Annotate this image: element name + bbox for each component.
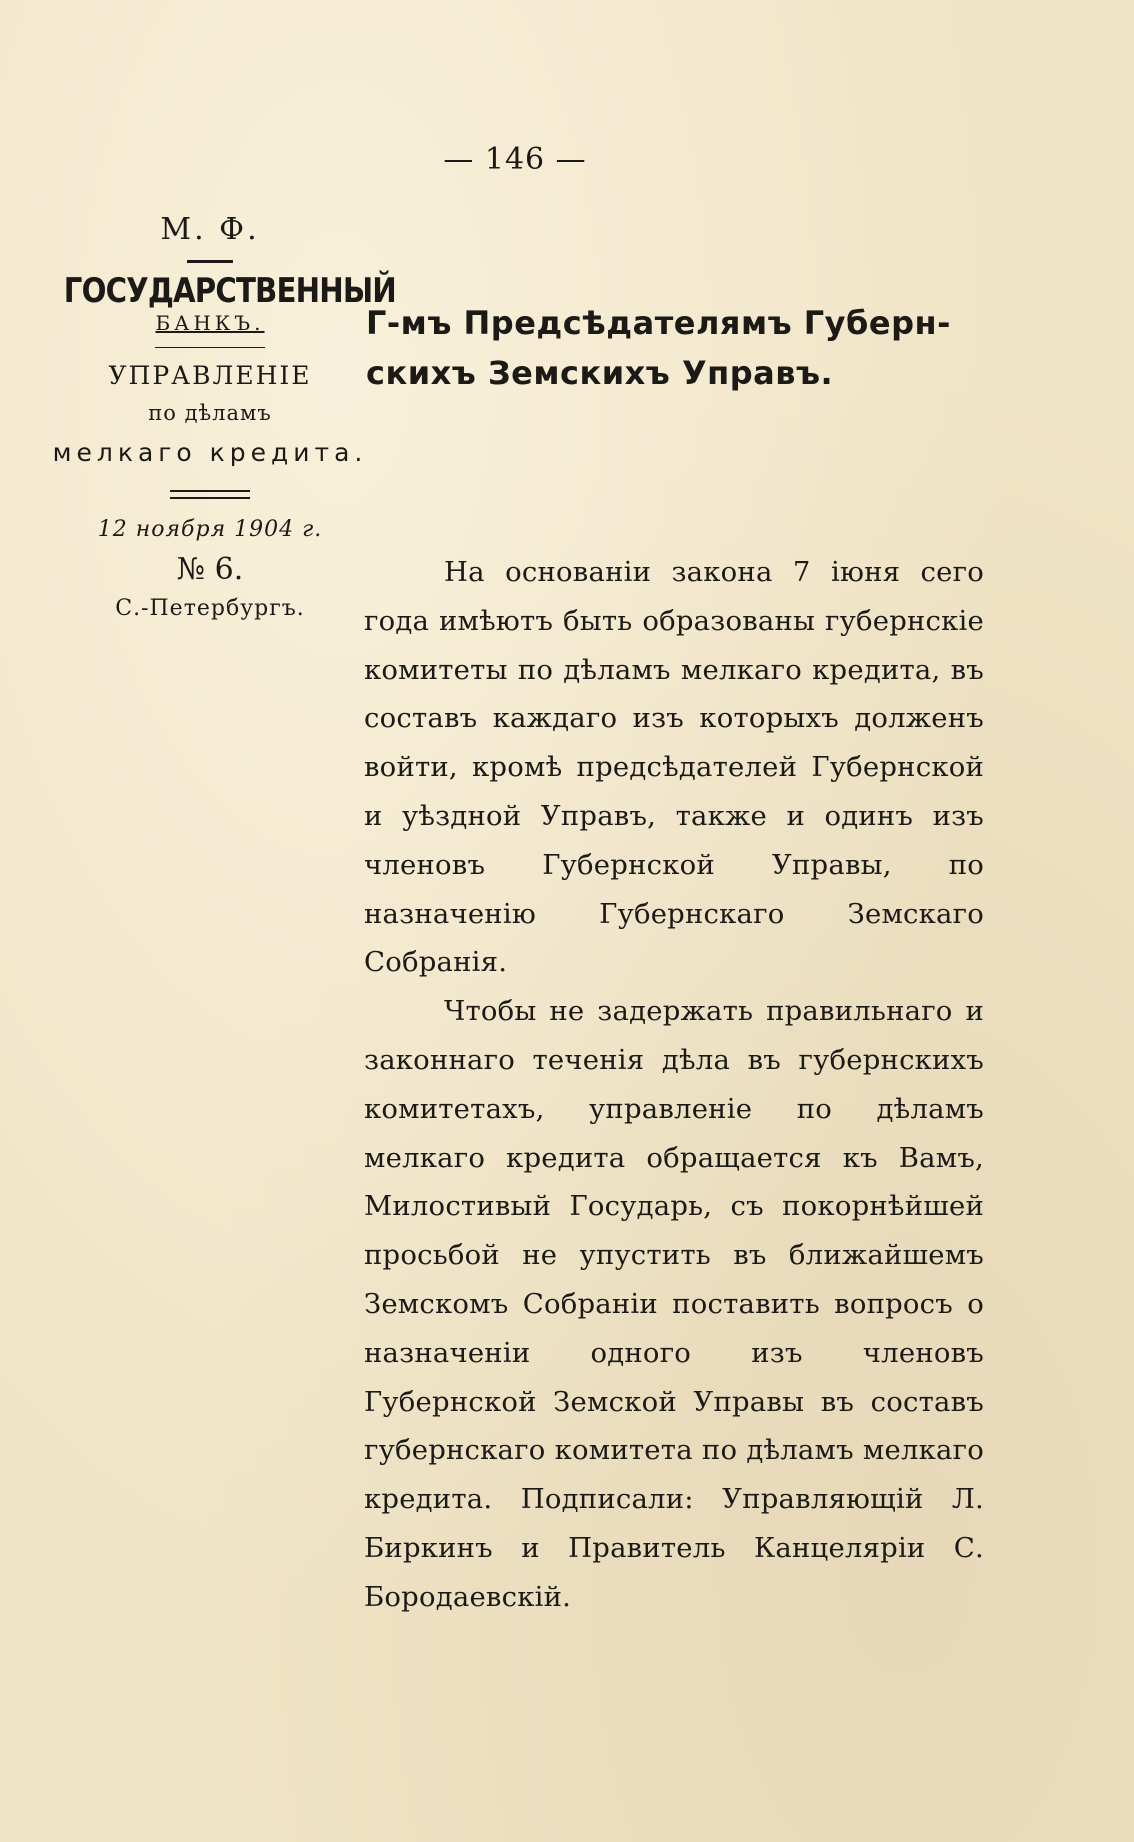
letterhead-thin-divider xyxy=(155,347,265,348)
letter-city: С.-Петербургъ. xyxy=(115,596,305,621)
letterhead-divider xyxy=(187,260,233,263)
letterhead-bank-name: ГОСУДАРСТВЕННЫЙ xyxy=(63,271,396,311)
letterhead-bank-word: БАНКЪ. xyxy=(155,311,265,335)
letter-number: № 6. xyxy=(176,552,244,587)
letterhead-double-divider xyxy=(170,490,250,499)
body-paragraph-1: На основаніи закона 7 іюня сего года имѣютъ быть образованы губернскіе комитеты по дѣламъ мелкаго кредита, въ составъ каждаго изъ которыхъ долженъ войти, кромѣ предсѣдателей Губернской и уѣздной Управъ, также и одинъ изъ членовъ Губернской Управы, по назначенію Губернскаго Земскаго Собранія. xyxy=(364,556,984,979)
page-number: — 146 — xyxy=(443,142,587,177)
letter-body xyxy=(364,548,984,1622)
letterhead-credit: мелкаго кредита. xyxy=(52,438,368,467)
letterhead xyxy=(40,210,396,625)
letterhead-initials: М. Ф. xyxy=(160,212,260,247)
letterhead-department: УПРАВЛЕНІЕ xyxy=(108,361,312,390)
addressee-line-2: скихъ Земскихъ Управъ. xyxy=(366,354,834,392)
addressee-line-1: Г-мъ Предсѣдателямъ Губерн- xyxy=(366,304,951,342)
letterhead-affairs: по дѣламъ xyxy=(148,401,272,425)
letter-date: 12 ноября 1904 г. xyxy=(97,517,323,542)
body-paragraph-2: Чтобы не задержать правильнаго и законнаго теченія дѣла въ губернскихъ комитетахъ, управленіе по дѣламъ мелкаго кредита обращается къ Вамъ, Милостивый Государь, съ покорнѣйшей просьбой не упустить въ ближайшемъ Земскомъ Собраніи поставить вопросъ о назначеніи одного изъ членовъ Губернской Земской Управы въ составъ губернскаго комитета по дѣламъ мелкаго кредита. Подписали: Управляющій Л. Биркинъ и Правитель Канцеляріи С. Бородаевскій. xyxy=(364,995,984,1613)
addressee-heading xyxy=(366,298,1006,398)
